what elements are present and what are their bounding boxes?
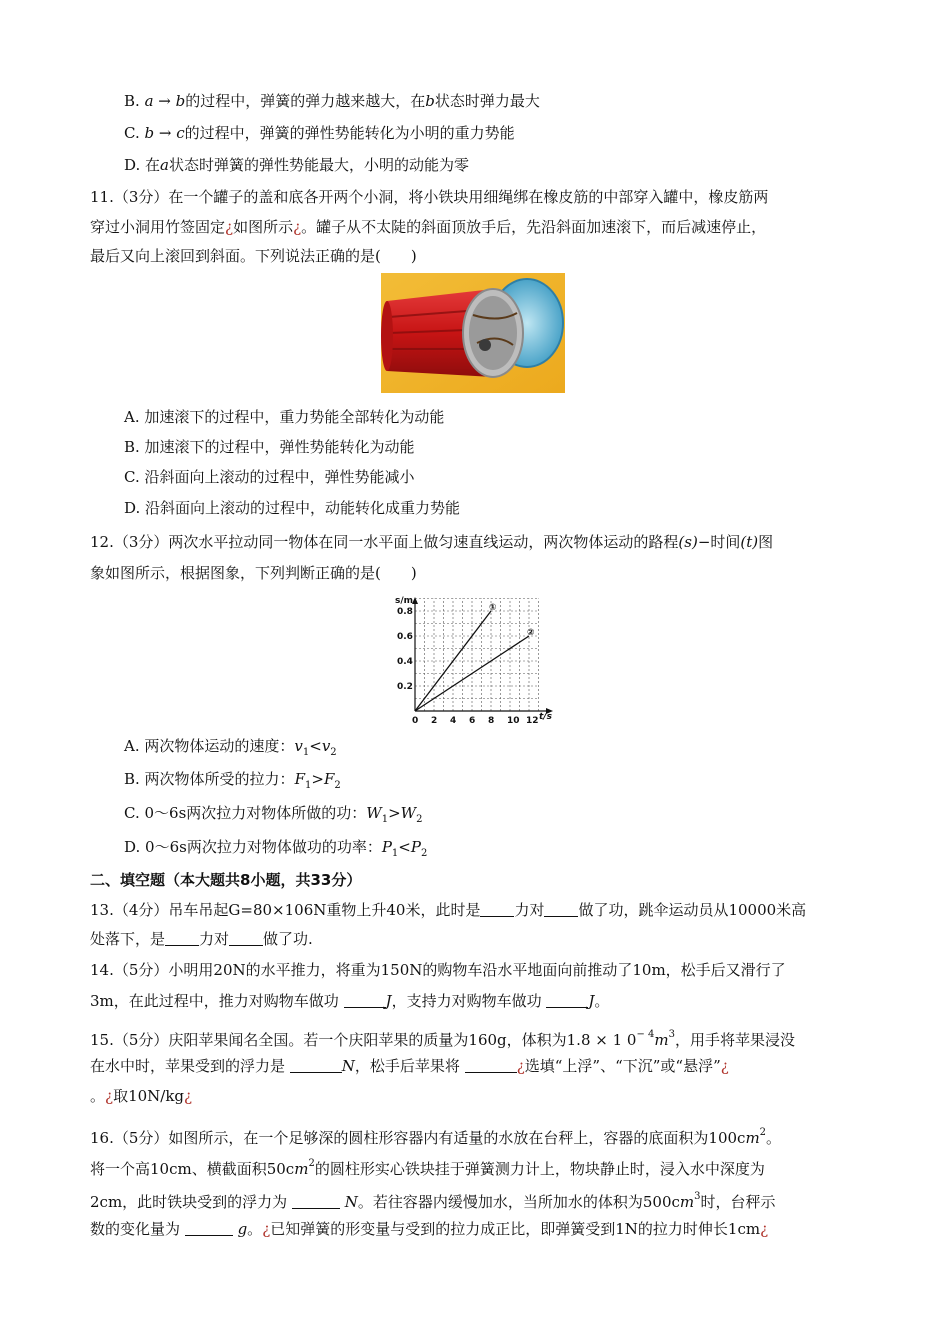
x-tick-label: 0: [412, 716, 419, 723]
q14-blank-2[interactable]: [546, 991, 588, 1008]
x-tick-label: 8: [488, 716, 495, 723]
q13-blank-1[interactable]: [480, 900, 514, 917]
x-tick-label: 2: [431, 716, 438, 723]
q14-line2: 3m，在此过程中，推力对购物车做功 J，支持力对购物车做功 J。: [90, 992, 610, 1010]
q11-option-d: D. 沿斜面向上滚动的过程中，动能转化成重力势能: [124, 499, 461, 517]
q15-blank-2[interactable]: [465, 1056, 517, 1073]
q11-stem-line2: 穿过小洞用竹签固定¿如图所示¿。罐子从不太陡的斜面顶放手后，先沿斜面加速滚下，而后减速停止，: [90, 218, 767, 236]
q13-line1: 13.（4分）吊车吊起G=80×106N重物上升40米，此时是 力对 做了功，跳伞运动员从10000米高: [90, 901, 807, 919]
q12-option-d: D. 0～6s两次拉力对物体做功的功率：$P_1<P_2$: [124, 838, 428, 859]
x-tick-label: 12: [526, 716, 539, 723]
q13-blank-2[interactable]: [544, 900, 578, 917]
q15-line1: 15.（5分）庆阳苹果闻名全国。若一个庆阳苹果的质量为160g，体积为1.8 × 1 $0^{- 4}m^3$，用手将苹果浸没: [90, 1029, 796, 1049]
graph-grid: [415, 599, 539, 712]
can-rubber-band-photo: [381, 273, 565, 393]
q12-option-a: A. 两次物体运动的速度：$v_1<v_2$: [124, 737, 337, 758]
q13-line2: 处落下，是 力对 做了功.: [90, 930, 313, 948]
x-axis-label: t/s: [539, 712, 552, 722]
x-tick-label: 6: [469, 716, 476, 723]
y-axis-label: s/m: [395, 596, 414, 606]
q12-option-b: B. 两次物体所受的拉力：$F_1>F_2$: [124, 770, 341, 791]
y-tick-label: 0.2: [397, 682, 413, 692]
q11-option-c: C. 沿斜面向上滚动的过程中，弹性势能减小: [124, 468, 415, 486]
section-title-fill-in: 二、填空题（本大题共8小题，共33分）: [90, 871, 362, 889]
y-tick-label: 0.4: [397, 657, 413, 667]
q12-stem-line2: 象如图所示，根据图象，下列判断正确的是( ): [90, 564, 417, 582]
q10-option-c: C. b → c的过程中，弹簧的弹性势能转化为小明的重力势能: [124, 124, 515, 142]
q15-blank-1[interactable]: [290, 1056, 342, 1073]
q11-stem-line1: 11.（3分）在一个罐子的盖和底各开两个小洞，将小铁块用细绳绑在橡皮筋的中部穿入罐中，橡皮筋两: [90, 188, 769, 206]
x-tick-label: 4: [450, 716, 457, 723]
q10-option-d: D. 在a状态时弹簧的弹性势能最大，小明的动能为零: [124, 156, 469, 174]
q14-blank-1[interactable]: [344, 991, 386, 1008]
q15-line3: 。¿取10N/kg¿: [90, 1087, 193, 1105]
q16-blank-1[interactable]: [292, 1192, 340, 1209]
x-tick-label: 10: [507, 716, 520, 723]
q16-line4: 数的变化量为 g。¿已知弹簧的形变量与受到的拉力成正比，即弹簧受到1N的拉力时伸长1cm¿: [90, 1220, 769, 1238]
q11-stem-line3: 最后又向上滚回到斜面。下列说法正确的是( ): [90, 247, 417, 265]
series-label-2: ②: [527, 628, 535, 638]
q10-option-b: B. a → b的过程中，弹簧的弹力越来越大，在b状态时弹力最大: [124, 92, 540, 110]
series-label-1: ①: [489, 603, 497, 613]
q12-option-c: C. 0～6s两次拉力对物体所做的功：$W_1>W_2$: [124, 804, 423, 825]
q11-option-b: B. 加速滚下的过程中，弹性势能转化为动能: [124, 438, 415, 456]
y-tick-label: 0.8: [397, 607, 413, 617]
q14-line1: 14.（5分）小明用20N的水平推力，将重为150N的购物车沿水平地面向前推动了10m，松手后又滑行了: [90, 961, 786, 979]
q11-option-a: A. 加速滚下的过程中，重力势能全部转化为动能: [124, 408, 445, 426]
q12-stem-line1: 12.（3分）两次水平拉动同一物体在同一水平面上做匀速直线运动，两次物体运动的路程(s)−时间(t)图: [90, 533, 774, 551]
q13-blank-4[interactable]: [229, 929, 263, 946]
q16-line2: 将一个高10cm、横截面积$50cm^2$的圆柱形实心铁块挂于弹簧测力计上，物块静止时，浸入水中深度为: [90, 1158, 765, 1178]
q16-blank-2[interactable]: [185, 1219, 233, 1236]
q16-line1: 16.（5分）如图所示，在一个足够深的圆柱形容器内有适量的水放在台秤上，容器的底面积为$100cm^2$。: [90, 1127, 782, 1147]
st-graph: [389, 593, 559, 723]
q13-blank-3[interactable]: [165, 929, 199, 946]
q15-line2: 在水中时，苹果受到的浮力是 N，松手后苹果将 ¿选填“上浮”、“下沉”或“悬浮”¿: [90, 1057, 729, 1075]
q16-line3: 2cm，此时铁块受到的浮力为 N。若往容器内缓慢加水，当所加水的体积为$500cm^3$时，台秤示: [90, 1191, 776, 1211]
y-tick-label: 0.6: [397, 632, 413, 642]
